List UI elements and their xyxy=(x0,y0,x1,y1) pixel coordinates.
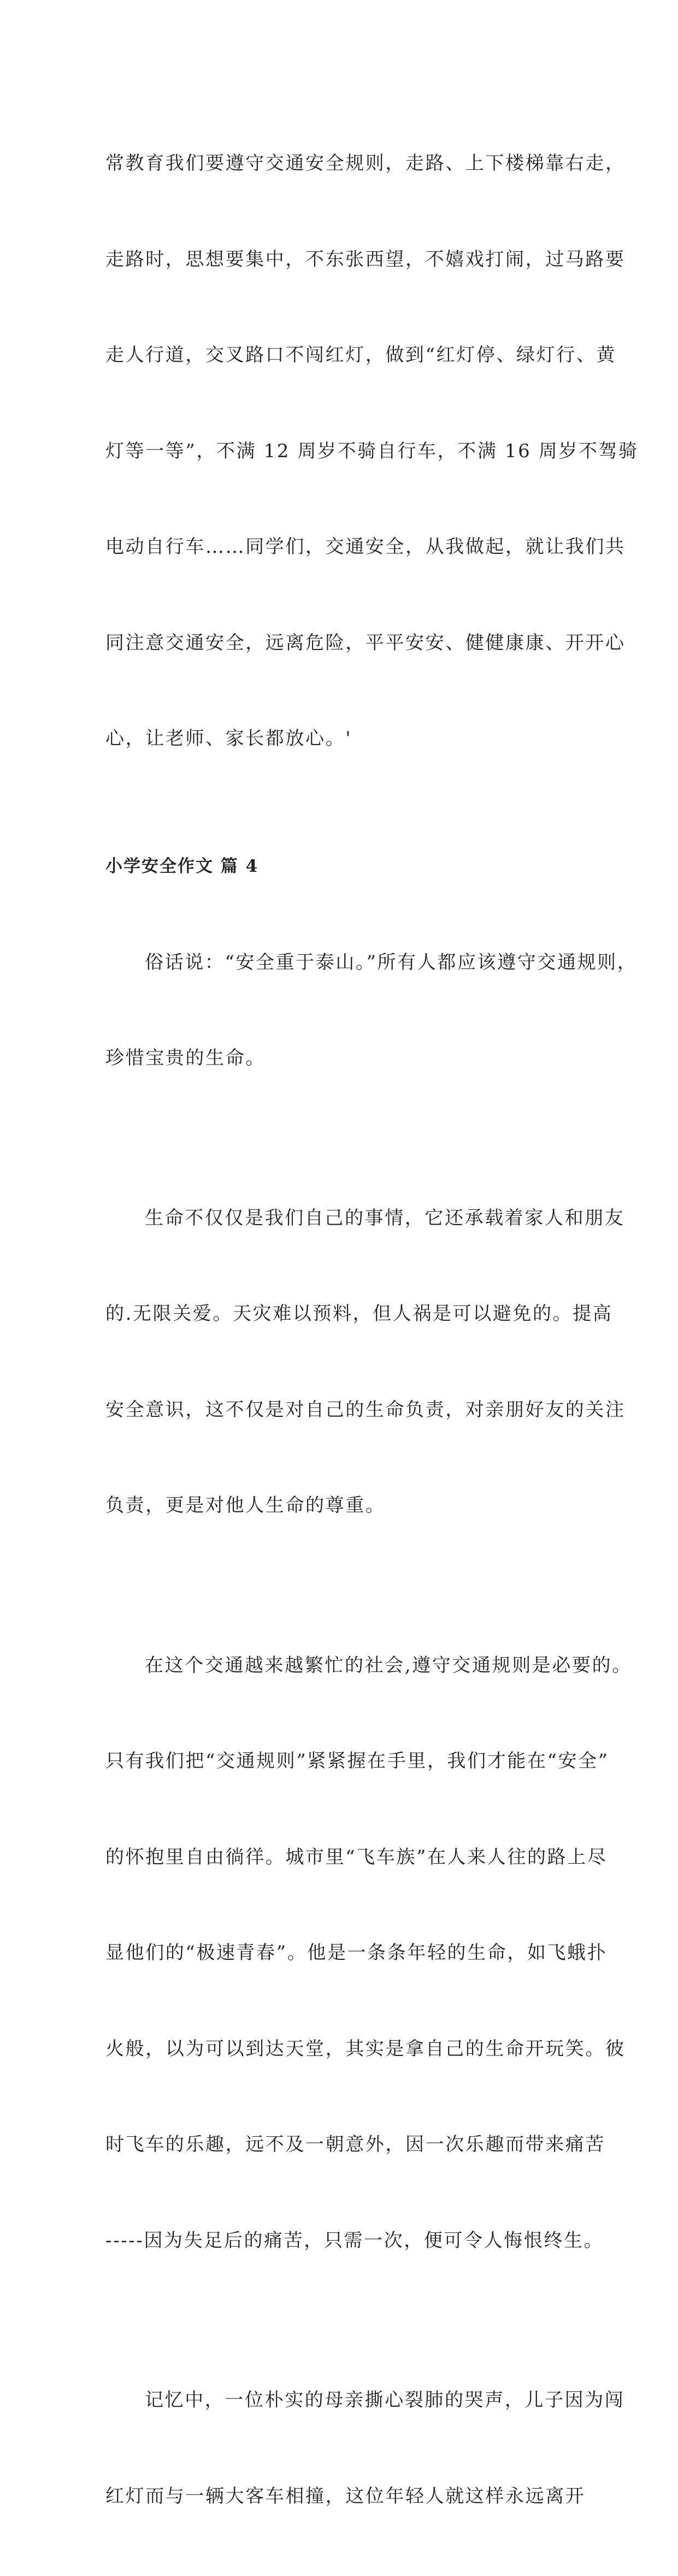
text-line: 记忆中，一位朴实的母亲撕心裂肺的哭声，儿子因为闯 xyxy=(145,2389,625,2411)
document-body xyxy=(105,84,639,2576)
text-line: 电动自行车……同学们，交通安全，从我做起，就让我们共 xyxy=(105,536,626,558)
text-line: 显他们的“极速青春”。他是一条条年轻的生命，如飞蛾扑 xyxy=(105,1942,608,1964)
text-line: 走人行道，交叉路口不闯红灯，做到“红灯停、绿灯行、黄 xyxy=(105,344,616,366)
text-line: 在这个交通越来越繁忙的社会,遵守交通规则是必要的。 xyxy=(145,1654,632,1676)
text-line: 心，让老师、家长都放心。' xyxy=(105,728,352,749)
text-line: 的怀抱里自由徜徉。城市里“飞车族”在人来人往的路上尽 xyxy=(105,1846,608,1868)
blank-line xyxy=(105,819,581,851)
text-line: 同注意交通安全，远离危险，平平安安、健健康康、开开心 xyxy=(105,631,626,654)
text-line: 走路时，思想要集中，不东张西望，不嬉戏打闹，过马路要 xyxy=(105,248,626,270)
text-line: 生命不仅仅是我们自己的事情，它还承载着家人和朋友 xyxy=(145,1207,625,1229)
text-line: 时飞车的乐趣，远不及一朝意外，因一次乐趣而带来痛苦 xyxy=(105,2134,605,2155)
text-line: 的.无限关爱。天灾难以预料，但人祸是可以避免的。提高 xyxy=(105,1303,613,1325)
section-heading: 小学安全作文 篇 4 xyxy=(105,856,259,876)
text-line: 俗话说：“安全重于泰山。”所有人都应该遵守交通规则， xyxy=(145,951,638,973)
paragraph-1 xyxy=(105,883,638,1138)
text-line: 安全意识，这不仅是对自己的生命负责，对亲朋好友的关注 xyxy=(105,1398,626,1421)
intro-paragraph xyxy=(105,84,639,819)
text-line: 常教育我们要遵守交通安全规则，走路、上下楼梯靠右走， xyxy=(105,152,626,174)
text-line: 珍惜宝贵的生命。 xyxy=(105,1047,266,1069)
text-line: 火般，以为可以到达天堂，其实是拿自己的生命开玩笑。彼 xyxy=(105,2037,626,2060)
text-line: 负责，更是对他人生命的尊重。 xyxy=(105,1494,386,1516)
paragraph-2 xyxy=(105,1138,626,1586)
text-line: 红灯而与一辆大客车相撞，这位年轻人就这样永远离开 xyxy=(105,2485,586,2507)
text-line: -----因为失足后的痛苦，只需一次，便可令人悔恨终生。 xyxy=(105,2229,604,2252)
paragraph-4 xyxy=(105,2320,625,2576)
paragraph-3 xyxy=(105,1586,632,2321)
text-line: 只有我们把“交通规则”紧紧握在手里，我们才能在“安全” xyxy=(105,1750,609,1772)
text-line: 灯等一等”，不满 12 周岁不骑自行车，不满 16 周岁不驾骑 xyxy=(105,440,639,462)
